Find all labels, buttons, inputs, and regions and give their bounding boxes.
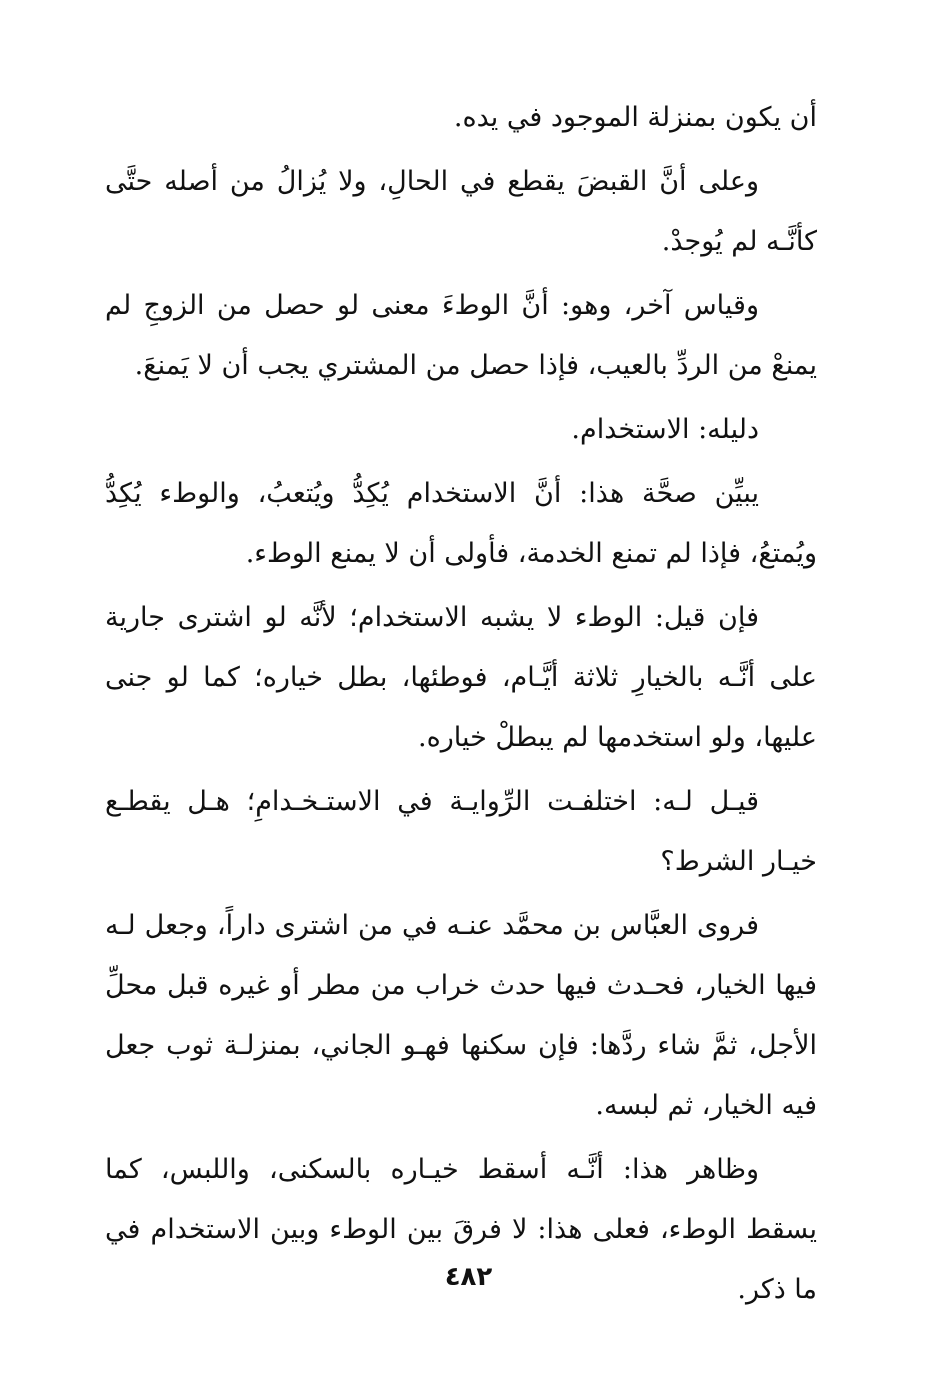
- paragraph-4: دليله: الاستخدام.: [571, 414, 759, 445]
- paragraph-6: فإن قيل: الوطء لا يشبه الاستخدام؛ لأنَّه لو اشترى جارية على أنَّـه بالخيارِ ثلاثة أيَّـام، فوطئها، بطل خياره؛ كما لو جنى عليها، ولو استخدمها لم يبطلْ خياره.: [105, 602, 817, 753]
- paragraph-1: أن يكون بمنزلة الموجود في يده.: [453, 102, 817, 133]
- page-number: ٤٨٢: [444, 1262, 493, 1292]
- paragraph-9: وظاهر هذا: أنَّـه أسقط خيـاره بالسكنى، واللبس، كما يسقط الوطء، فعلى هذا: لا فرقَ بين الوطء وبين الاستخدام في ما ذكر.: [105, 1154, 817, 1305]
- paragraph-8: فروى العبَّاس بن محمَّد عنـه في من اشترى داراً، وجعل لـه فيها الخيار، فحـدث فيها حدث خراب من مطر أو غيره قبل محلِّ الأجل، ثمَّ شاء ردَّها: فإن سكنها فهـو الجاني، بمنزلـة ثوب جعل فيه الخيار، ثم لبسه.: [105, 910, 817, 1121]
- paragraph-3: وقياس آخر، وهو: أنَّ الوطءَ معنى لو حصل من الزوجِ لم يمنعْ من الردِّ بالعيب، فإذا حصل من المشتري يجب أن لا يَمنعَ.: [105, 290, 817, 381]
- paragraph-7: قيـل لـه: اختلفـت الرِّوايـة في الاستـخـدامِ؛ هـل يقطـع خيـار الشرط؟: [105, 786, 817, 877]
- page-body: [105, 88, 817, 1324]
- paragraph-2: وعلى أنَّ القبضَ يقطع في الحالِ، ولا يُزالُ من أصله حتَّى كأنَّـه لم يُوجدْ.: [105, 166, 817, 257]
- paragraph-5: يبيِّن صحَّة هذا: أنَّ الاستخدام يُكِدُّ ويُتعبُ، والوطء يُكِدُّ ويُمتعُ، فإذا لم تمنع الخدمة، فأولى أن لا يمنع الوطء.: [105, 478, 817, 569]
